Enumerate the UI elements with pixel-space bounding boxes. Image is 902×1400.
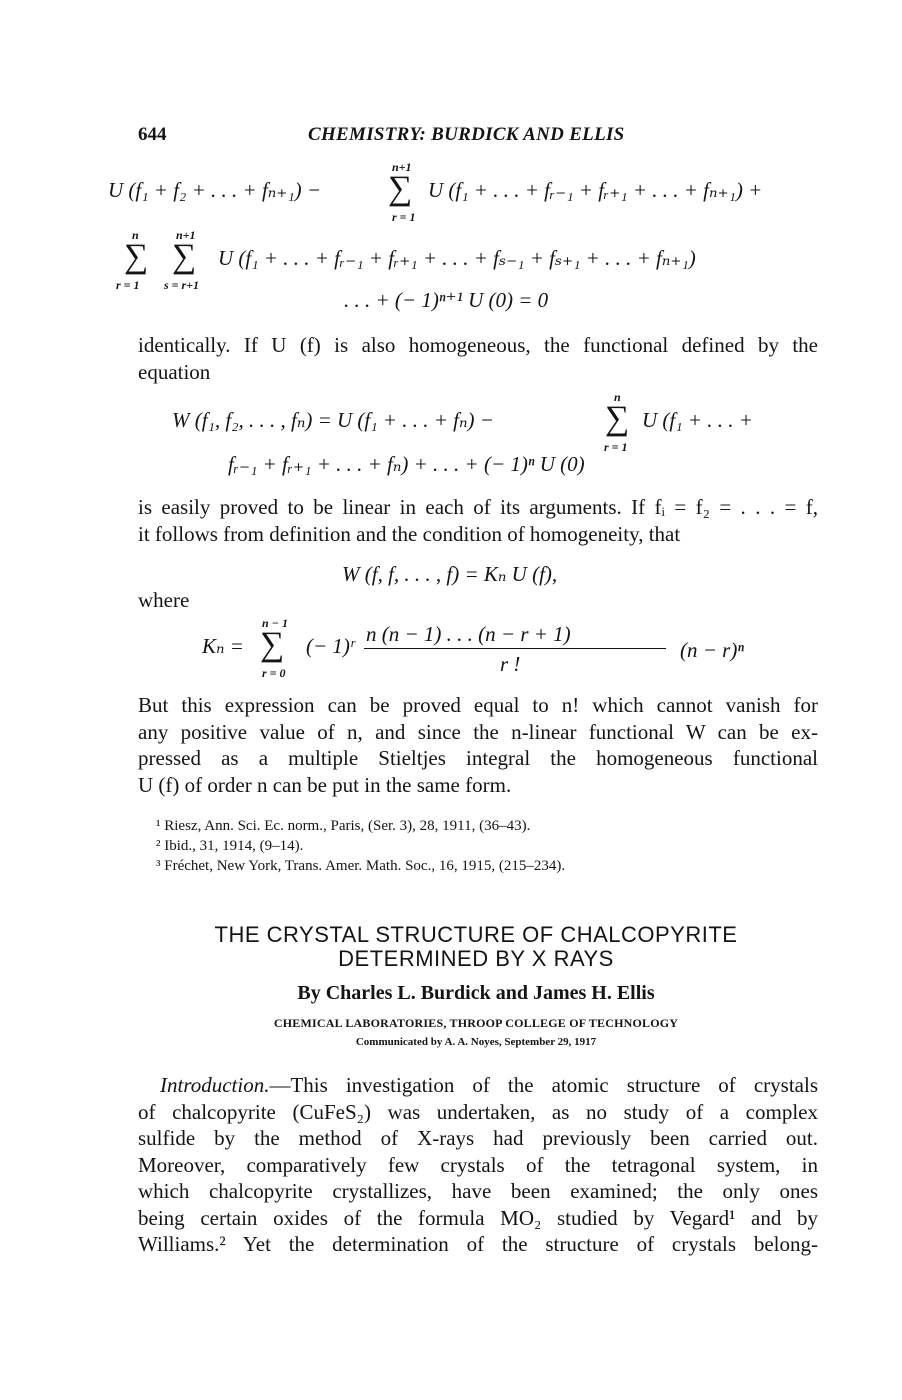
introduction-line: which chalcopyrite crystallizes, have been examined; the only ones [138,1179,818,1203]
eq1-sum2-upper: n [132,228,139,242]
eq2-sum-upper: n [614,390,621,404]
paragraph-3-line: pressed as a multiple Stieltjes integral the homogeneous functional [138,746,818,770]
equation-3: W (f, f, . . . , f) = Kₙ U (f), [342,562,558,586]
paragraph-3-line: But this expression can be proved equal to n! which cannot vanish for [138,693,818,717]
footnote-2: ² Ibid., 31, 1914, (9–14). [156,838,304,854]
article-affiliation: CHEMICAL LABORATORIES, THROOP COLLEGE OF TECHNOLOGY [273,1016,679,1030]
eq1-line1-left: U (f₁ + f₂ + . . . + fₙ₊₁) − [108,178,322,202]
paragraph-1-line: identically. If U (f) is also homogeneous, the functional defined by the [138,333,818,357]
eq1-line2: U (f₁ + . . . + fᵣ₋₁ + fᵣ₊₁ + . . . + fₛ₋₁ + fₛ₊₁ + . . . + fₙ₊₁) [218,246,696,270]
eq4-sum-upper: n − 1 [262,616,288,630]
eq4-tail: (n − r)ⁿ [680,638,744,662]
introduction-line [138,1072,818,1099]
introduction-line: Moreover, comparatively few crystals of the tetragonal system, in [138,1152,818,1177]
eq1-sum3-lower: s = r+1 [164,278,200,292]
introduction-line: of chalcopyrite (CuFeS₂) was undertaken, as no study of a complex [138,1099,818,1124]
eq1-sigma-3: ∑ [172,238,197,275]
paragraph-2 [138,494,818,547]
footnote-3: ³ Fréchet, New York, Trans. Amer. Math. Soc., 16, 1915, (215–234). [156,858,566,874]
eq1-line3: . . . + (− 1)ⁿ⁺¹ U (0) = 0 [344,288,549,312]
eq1-sum1-upper: n+1 [392,160,412,174]
paragraph-3 [138,692,818,798]
eq1-sum2-lower: r = 1 [116,278,140,292]
paragraph-2-line: is easily proved to be linear in each of its arguments. If fᵢ = f₂ = . . . = f, [138,495,818,519]
where-label: where [138,588,190,612]
paragraph-2-line: it follows from definition and the condition of homogeneity, that [138,521,681,546]
introduction-line-1-text: —This investigation of the atomic structure of crystals [269,1073,818,1097]
eq2-sigma: ∑ [605,400,630,437]
eq4-sigma: ∑ [260,626,285,663]
eq4-sum-lower: r = 0 [262,666,286,680]
introduction-heading: Introduction. [160,1073,270,1097]
page-number: 644 [138,124,167,145]
eq2-sum-lower: r = 1 [604,440,628,454]
footnote-1: ¹ Riesz, Ann. Sci. Ec. norm., Paris, (Ser. 3), 28, 1911, (36–43). [156,818,531,834]
eq1-sum1-lower: r = 1 [392,210,416,224]
introduction-line: Williams.² Yet the determination of the structure of crystals belong- [138,1232,818,1256]
eq4-numerator: n (n − 1) . . . (n − r + 1) [366,622,571,646]
eq4-denominator: r ! [500,652,521,676]
introduction-line: sulfide by the method of X-rays had previously been carried out. [138,1126,818,1150]
eq4-fraction-bar [364,648,666,649]
eq2-line1-right: U (f₁ + . . . + [642,408,753,432]
eq2-line1-left: W (f₁, f₂, . . . , fₙ) = U (f₁ + . . . + fₙ) − [172,408,494,432]
running-title: CHEMISTRY: BURDICK AND ELLIS [308,124,625,145]
eq1-line1-right: U (f₁ + . . . + fᵣ₋₁ + fᵣ₊₁ + . . . + fₙ₊₁) + [428,178,763,202]
introduction-line: being certain oxides of the formula MO₂ studied by Vegard¹ and by [138,1205,818,1230]
paragraph-3-line: any positive value of n, and since the n-linear functional W can be ex- [138,719,818,744]
eq1-sigma-1: ∑ [388,170,413,207]
paragraph-3-line: U (f) of order n can be put in the same form. [138,772,512,797]
article-title-line-1: THE CRYSTAL STRUCTURE OF CHALCOPYRITE [214,922,738,947]
paragraph-1-line: equation [138,359,211,384]
article-communicated: Communicated by A. A. Noyes, September 29, 1917 [355,1036,597,1048]
eq1-sigma-2: ∑ [124,238,149,275]
article-title-line-2: DETERMINED BY X RAYS [338,946,614,971]
introduction-paragraph [138,1072,818,1258]
eq4-lhs: Kₙ = [202,634,244,658]
eq1-sum3-upper: n+1 [176,228,196,242]
article-byline: By Charles L. Burdick and James H. Ellis [297,982,655,1004]
paragraph-1 [138,332,818,385]
eq4-sign: (− 1)ʳ [306,634,355,658]
eq2-line2: fᵣ₋₁ + fᵣ₊₁ + . . . + fₙ) + . . . + (− 1)ⁿ U (0) [228,452,585,476]
